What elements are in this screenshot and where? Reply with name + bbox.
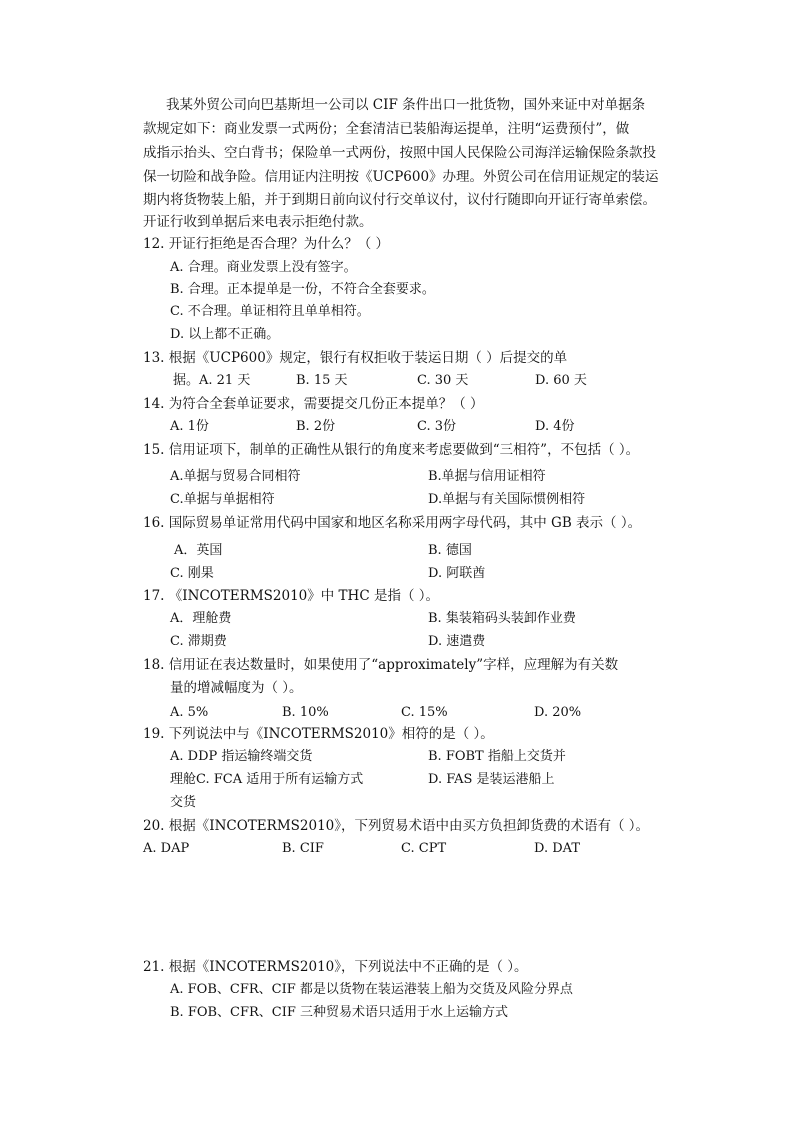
question-21-stem: 21. 根据《INCOTERMS2010》，下列说法中不正确的是（ ）。 (143, 959, 528, 975)
question-19-continued: 交货 (170, 795, 197, 810)
question-20-option-d: D. DAT (534, 841, 580, 856)
question-12-option-d: D. 以上都不正确。 (170, 327, 280, 342)
passage-line-2: 款规定如下：商业发票一式两份；全套清洁已装船海运提单，注明“运费预付”，做 (143, 121, 630, 137)
question-16-option-a: A．英国 (174, 543, 223, 558)
question-20-stem: 20. 根据《INCOTERMS2010》，下列贸易术语中由买方负担卸货费的术语有（ ）。 (143, 818, 650, 834)
question-19-option-c: 理舱C. FCA 适用于所有运输方式 (170, 772, 364, 787)
question-16-option-b: B. 德国 (428, 543, 472, 558)
question-15-option-d: D.单据与有关国际惯例相符 (428, 492, 586, 507)
question-13-option-b: B. 15 天 (296, 373, 348, 388)
question-14-option-a: A. 1份 (170, 419, 209, 434)
question-14-option-d: D. 4份 (535, 419, 575, 434)
question-20-option-a: A. DAP (143, 841, 190, 856)
question-17-option-d: D. 速遣费 (428, 634, 486, 649)
question-21-option-b: B. FOB、CFR、CIF 三种贸易术语只适用于水上运输方式 (170, 1005, 509, 1020)
passage-line-1: 我某外贸公司向巴基斯坦一公司以 CIF 条件出口一批货物，国外来证中对单据条 (166, 97, 646, 113)
question-18-stem-continued: 量的增减幅度为（ ）。 (170, 680, 303, 696)
question-16-option-c: C. 刚果 (170, 566, 214, 581)
question-13-option-c: C. 30 天 (417, 373, 469, 388)
question-19-stem: 19. 下列说法中与《INCOTERMS2010》相符的是（ ）。 (143, 726, 494, 742)
question-12-option-b: B. 合理。正本提单是一份，不符合全套要求。 (170, 282, 435, 297)
question-17-option-b: B. 集装箱码头装卸作业费 (428, 611, 576, 626)
question-16-stem: 16. 国际贸易单证常用代码中国家和地区名称采用两字母代码，其中 GB 表示（ ）。 (143, 515, 642, 531)
question-15-option-b: B.单据与信用证相符 (428, 469, 546, 484)
question-16-option-d: D. 阿联酋 (428, 566, 486, 581)
question-18-option-a: A. 5% (170, 705, 209, 720)
question-12-option-a: A. 合理。商业发票上没有签字。 (170, 260, 357, 275)
passage-line-6: 开证行收到单据后来电表示拒绝付款。 (143, 214, 373, 230)
question-12-stem: 12. 开证行拒绝是否合理？为什么？（ ） (143, 236, 390, 252)
passage-line-5: 期内将货物装上船，并于到期日前向议付行交单议付，议付行随即向开证行寄单索偿。 (143, 192, 656, 208)
question-15-option-a: A.单据与贸易合同相符 (170, 469, 301, 484)
question-17-option-a: A．理舱费 (170, 611, 232, 626)
question-18-stem: 18. 信用证在表达数量时，如果使用了“approximately”字样，应理解为有关数 (143, 657, 619, 673)
question-20-option-b: B. CIF (282, 841, 324, 856)
question-17-option-c: C. 滞期费 (170, 634, 227, 649)
question-14-option-c: C. 3份 (417, 419, 457, 434)
question-19-option-b: B. FOBT 指船上交货并 (428, 749, 566, 764)
question-18-option-b: B. 10% (282, 705, 329, 720)
question-20-option-c: C. CPT (401, 841, 447, 856)
question-13-option-a: 据。A. 21 天 (173, 373, 251, 388)
question-18-option-d: D. 20% (534, 705, 582, 720)
question-19-option-d: D. FAS 是装运港船上 (428, 772, 555, 787)
question-18-option-c: C. 15% (401, 705, 448, 720)
question-17-stem: 17. 《INCOTERMS2010》中 THC 是指（ ）。 (143, 588, 439, 604)
question-21-option-a: A. FOB、CFR、CIF 都是以货物在装运港装上船为交货及风险分界点 (170, 982, 573, 997)
question-15-option-c: C.单据与单据相符 (170, 492, 275, 507)
question-15-stem: 15. 信用证项下，制单的正确性从银行的角度来考虑要做到“三相符”，不包括（ ）。 (143, 442, 640, 458)
question-13-stem: 13. 根据《UCP600》规定，银行有权拒收于装运日期（ ）后提交的单 (143, 350, 568, 366)
passage-line-3: 成指示抬头、空白背书；保险单一式两份，按照中国人民保险公司海洋运输保险条款投 (143, 145, 656, 161)
question-19-option-a: A. DDP 指运输终端交货 (170, 749, 313, 764)
question-14-option-b: B. 2份 (296, 419, 336, 434)
question-14-stem: 14. 为符合全套单证要求，需要提交几份正本提单？（ ） (143, 396, 484, 412)
question-12-option-c: C. 不合理。单证相符且单单相符。 (170, 304, 370, 319)
question-13-option-d: D. 60 天 (535, 373, 587, 388)
passage-line-4: 保一切险和战争险。信用证内注明按《UCP600》办理。外贸公司在信用证规定的装运 (143, 169, 659, 185)
